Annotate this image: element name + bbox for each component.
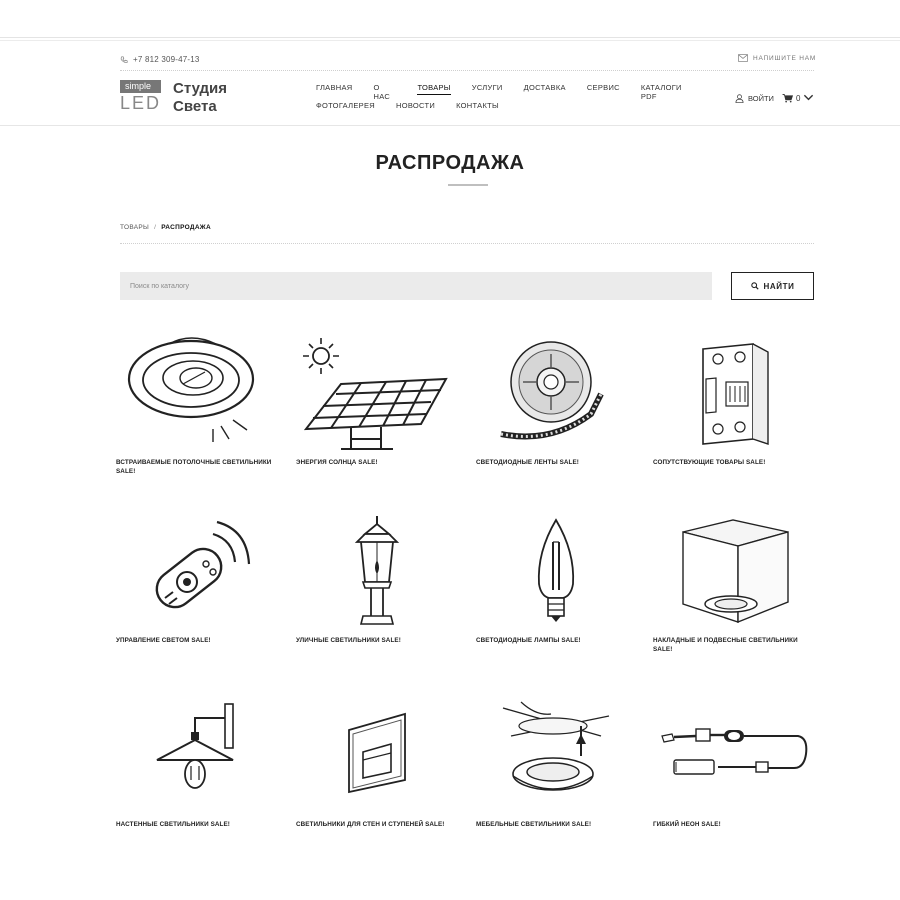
- nav-item-catalogs[interactable]: КАТАЛОГИ PDF: [640, 83, 682, 101]
- nav-row-1: [316, 83, 716, 101]
- cart-button[interactable]: [782, 93, 814, 103]
- browser-top-area: [0, 0, 900, 38]
- phone-number: +7 812 309-47-13: [133, 55, 200, 64]
- category-image: [476, 696, 636, 816]
- cart-icon: [782, 93, 793, 103]
- category-label: СВЕТОДИОДНЫЕ ЛАМПЫ SALE!: [476, 637, 581, 644]
- envelope-icon: [738, 54, 748, 62]
- breadcrumb-separator: /: [154, 224, 157, 231]
- street-lantern-icon: [301, 512, 451, 632]
- step-light-icon: [301, 696, 451, 816]
- nav-item-services[interactable]: УСЛУГИ: [471, 83, 503, 92]
- category-card[interactable]: [653, 334, 813, 467]
- furniture-light-icon: [481, 696, 631, 816]
- category-card[interactable]: [296, 696, 456, 829]
- catalog-search-input[interactable]: [120, 272, 712, 300]
- nav-item-home[interactable]: ГЛАВНАЯ: [316, 83, 353, 92]
- divider: [0, 40, 900, 41]
- category-label: НАКЛАДНЫЕ И ПОДВЕСНЫЕ СВЕТИЛЬНИКИ SALE!: [653, 637, 798, 653]
- divider: [120, 70, 814, 71]
- category-card[interactable]: [296, 512, 456, 645]
- login-label: ВОЙТИ: [748, 94, 774, 103]
- category-label: СОПУТСТВУЮЩИЕ ТОВАРЫ SALE!: [653, 459, 766, 466]
- category-card[interactable]: [653, 512, 813, 654]
- category-label: УЛИЧНЫЕ СВЕТИЛЬНИКИ SALE!: [296, 637, 401, 644]
- chevron-down-icon: [803, 93, 814, 103]
- logo-line1: Студия: [173, 80, 228, 97]
- category-card[interactable]: [653, 696, 813, 829]
- nav-item-contacts[interactable]: КОНТАКТЫ: [456, 101, 499, 110]
- category-image: [116, 512, 276, 632]
- write-us-link[interactable]: [738, 54, 816, 62]
- category-image: [476, 334, 636, 454]
- logo-simple-text: simple: [120, 80, 161, 93]
- search-button-label: НАЙТИ: [763, 281, 795, 291]
- category-image: [653, 334, 813, 454]
- site-logo[interactable]: [120, 80, 227, 116]
- category-image: [296, 696, 456, 816]
- breadcrumb: [120, 224, 211, 231]
- category-label: ВСТРАИВАЕМЫЕ ПОТОЛОЧНЫЕ СВЕТИЛЬНИКИ SALE!: [116, 459, 272, 475]
- user-icon: [735, 94, 744, 103]
- login-button[interactable]: [735, 94, 774, 103]
- category-image: [296, 334, 456, 454]
- category-image: [116, 696, 276, 816]
- cart-count: 0: [796, 93, 801, 103]
- logo-led-text: LED: [120, 93, 162, 113]
- category-card[interactable]: [116, 512, 276, 645]
- category-card[interactable]: [116, 334, 276, 476]
- recessed-ceiling-light-icon: [121, 334, 271, 454]
- category-card[interactable]: [476, 696, 636, 829]
- phone-link[interactable]: [120, 55, 200, 64]
- page-title: РАСПРОДАЖА: [375, 152, 525, 174]
- nav-row-2: [316, 101, 716, 119]
- led-strip-reel-icon: [481, 334, 631, 454]
- category-label: СВЕТИЛЬНИКИ ДЛЯ СТЕН И СТУПЕНЕЙ SALE!: [296, 821, 445, 828]
- nav-item-delivery[interactable]: ДОСТАВКА: [523, 83, 566, 92]
- category-label: ГИБКИЙ НЕОН SALE!: [653, 821, 721, 828]
- nav-item-about[interactable]: О НАС: [373, 83, 391, 101]
- category-card[interactable]: [296, 334, 456, 467]
- nav-item-news[interactable]: НОВОСТИ: [396, 101, 436, 110]
- category-image: [653, 512, 813, 632]
- divider: [0, 37, 900, 38]
- category-card[interactable]: [476, 512, 636, 645]
- nav-item-service[interactable]: СЕРВИС: [586, 83, 620, 92]
- category-card[interactable]: [116, 696, 276, 829]
- category-image: [476, 512, 636, 632]
- wall-lamp-icon: [121, 696, 271, 816]
- nav-item-gallery[interactable]: ФОТОГАЛЕРЕЯ: [316, 101, 375, 110]
- write-us-label: НАПИШИТЕ НАМ: [753, 54, 817, 62]
- surface-box-light-icon: [658, 512, 808, 632]
- category-label: ЭНЕРГИЯ СОЛНЦА SALE!: [296, 459, 378, 466]
- category-image: [653, 696, 813, 816]
- category-label: СВЕТОДИОДНЫЕ ЛЕНТЫ SALE!: [476, 459, 579, 466]
- solar-panel-icon: [301, 334, 451, 454]
- search-button[interactable]: [731, 272, 814, 300]
- search-icon: [751, 282, 759, 290]
- logo-line2: Света: [173, 98, 217, 115]
- category-card[interactable]: [476, 334, 636, 467]
- breadcrumb-item-current: РАСПРОДАЖА: [161, 224, 211, 231]
- category-label: НАСТЕННЫЕ СВЕТИЛЬНИКИ SALE!: [116, 821, 230, 828]
- title-underline: [448, 184, 488, 186]
- category-image: [116, 334, 276, 454]
- led-bulb-icon: [481, 512, 631, 632]
- category-label: УПРАВЛЕНИЕ СВЕТОМ SALE!: [116, 637, 211, 644]
- category-label: МЕБЕЛЬНЫЕ СВЕТИЛЬНИКИ SALE!: [476, 821, 592, 828]
- nav-item-products[interactable]: ТОВАРЫ: [417, 83, 450, 95]
- breadcrumb-item-products[interactable]: ТОВАРЫ: [120, 224, 150, 231]
- phone-icon: [120, 56, 128, 64]
- divider: [120, 243, 814, 244]
- flexible-neon-icon: [658, 696, 808, 816]
- remote-control-icon: [121, 512, 271, 632]
- category-image: [296, 512, 456, 632]
- main-nav: [316, 83, 716, 119]
- divider: [0, 125, 900, 126]
- circuit-breaker-icon: [658, 334, 808, 454]
